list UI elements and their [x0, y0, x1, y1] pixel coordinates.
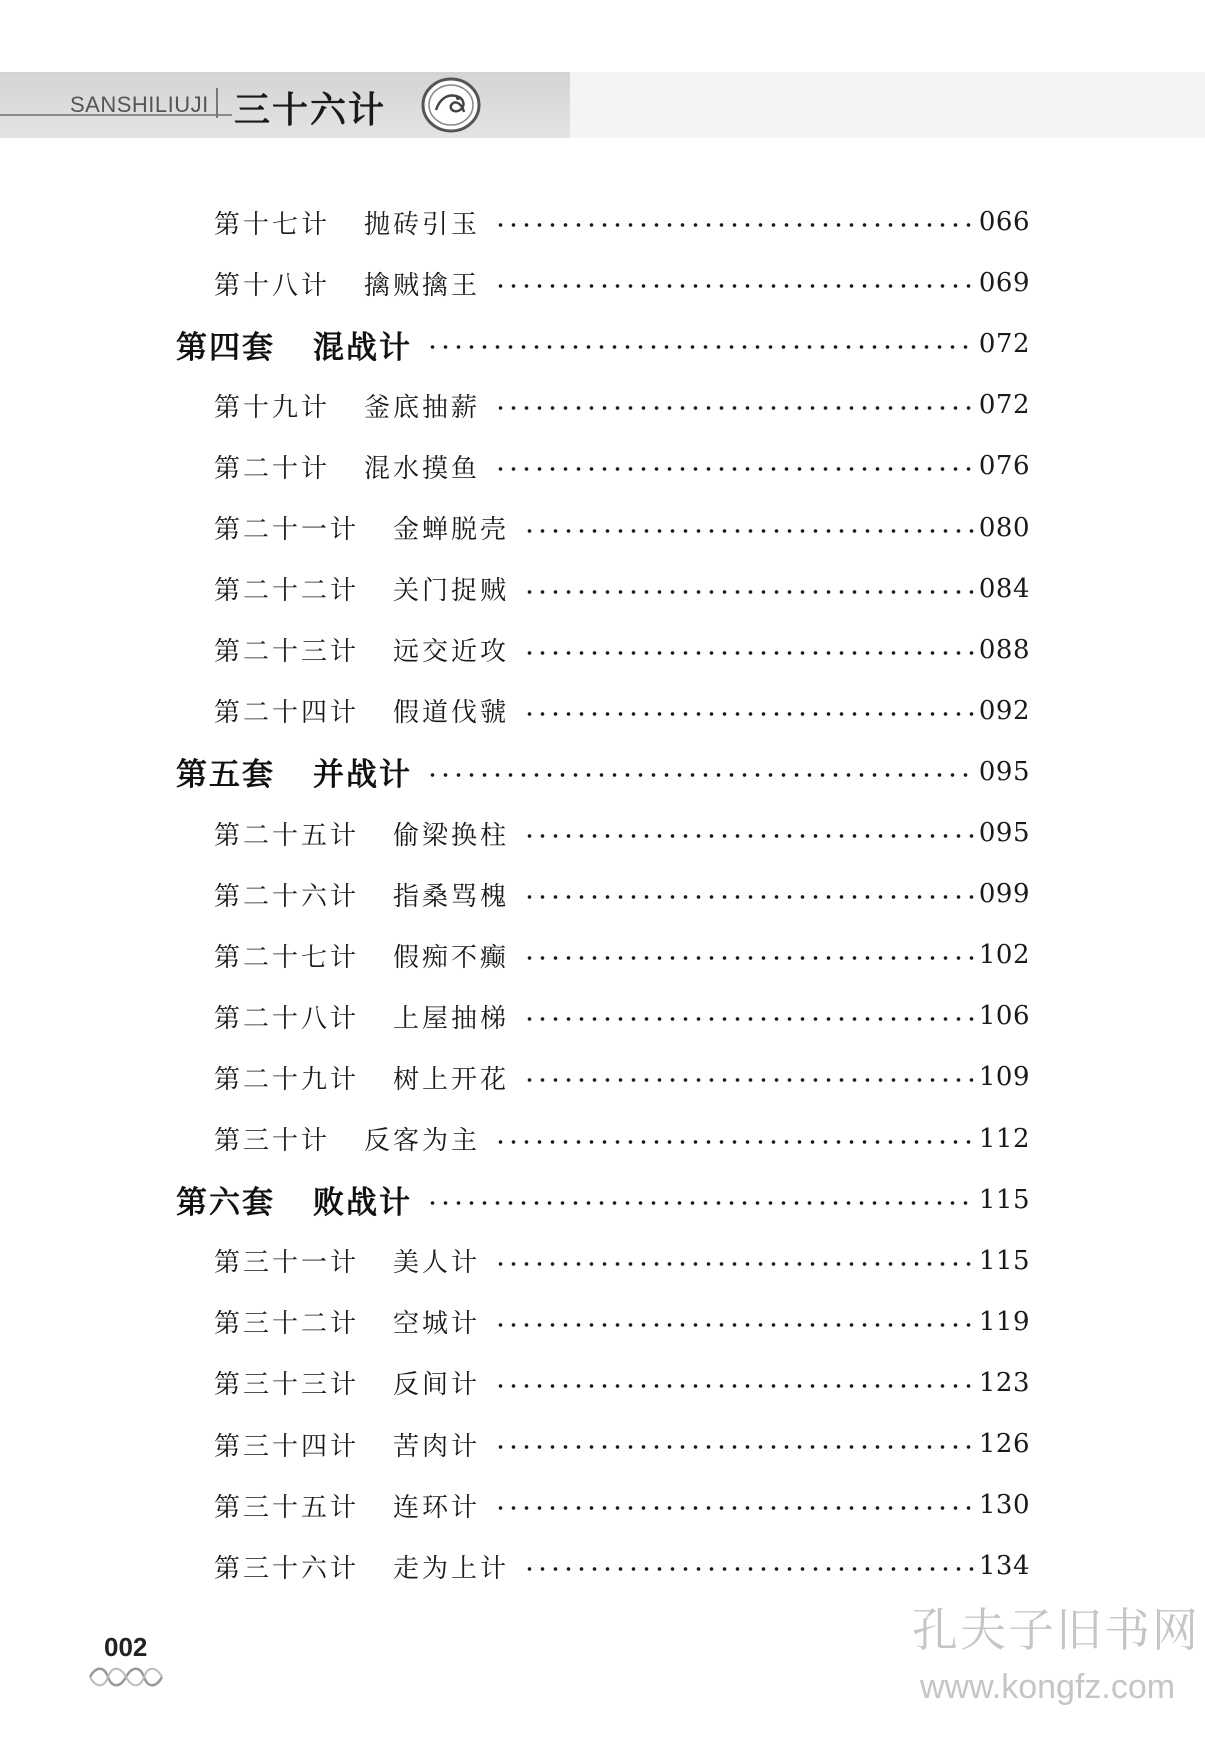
toc-entry-row — [0, 253, 1205, 313]
toc-dot-leader — [494, 1444, 975, 1450]
toc-label — [176, 322, 412, 367]
toc-page-number: 088 — [978, 634, 1030, 665]
toc-page-number: 102 — [978, 940, 1030, 971]
toc-dot-leader — [523, 833, 975, 839]
toc-entry-row — [0, 1109, 1205, 1169]
toc-stratagem-name: 指桑骂槐 — [393, 881, 510, 912]
toc-stratagem-number: 第二十三计 — [214, 637, 360, 668]
toc-dot-leader — [523, 589, 975, 595]
toc-stratagem-number: 第二十七计 — [214, 942, 360, 973]
toc-stratagem-number: 第二十九计 — [214, 1064, 360, 1095]
toc-label — [214, 265, 480, 302]
toc-page-number: 084 — [978, 573, 1030, 604]
toc-label — [214, 448, 480, 485]
toc-page-number: 134 — [978, 1551, 1030, 1582]
toc-stratagem-name: 空城计 — [393, 1309, 481, 1340]
toc-entry-row — [0, 559, 1205, 619]
toc-stratagem-name: 远交近攻 — [393, 637, 510, 668]
toc-page-number: 095 — [978, 818, 1030, 848]
toc-entry-row — [0, 375, 1205, 435]
toc-part-row — [0, 742, 1205, 802]
toc-entry-row — [0, 864, 1205, 924]
header-latin-title: SANSHILIUJI — [70, 92, 209, 117]
toc-dot-leader — [523, 1077, 975, 1083]
toc-dot-leader — [523, 955, 975, 961]
toc-dot-leader — [523, 1566, 975, 1572]
toc-entry-row — [0, 192, 1205, 252]
toc-dot-leader — [523, 894, 975, 900]
toc-stratagem-name: 金蝉脱壳 — [393, 515, 510, 545]
toc-stratagem-name: 连环计 — [393, 1492, 481, 1523]
toc-label — [214, 1548, 509, 1585]
toc-part-number: 第五套 — [176, 757, 275, 794]
toc-stratagem-name: 树上开花 — [393, 1064, 510, 1095]
toc-entry-row — [0, 1414, 1205, 1474]
toc-page-number: 106 — [978, 1001, 1030, 1032]
toc-page-number: 076 — [978, 451, 1030, 482]
toc-label — [214, 692, 509, 729]
toc-label — [214, 1426, 480, 1463]
toc-stratagem-number: 第十七计 — [214, 209, 331, 240]
toc-stratagem-number: 第二十八计 — [214, 1003, 360, 1034]
toc-dot-leader — [494, 1139, 975, 1145]
toc-part-name: 败战计 — [313, 1185, 412, 1222]
toc-entry-row — [0, 1536, 1205, 1596]
toc-entry-row — [0, 1475, 1205, 1535]
toc-entry-row — [0, 986, 1205, 1046]
watermark-url: www.kongfz.com — [920, 1668, 1176, 1706]
toc-label — [214, 1303, 480, 1340]
toc-entry-row — [0, 620, 1205, 680]
toc-label — [176, 749, 412, 794]
toc-stratagem-name: 美人计 — [393, 1248, 481, 1279]
toc-stratagem-name: 苦肉计 — [393, 1431, 481, 1462]
toc-page-number: 109 — [978, 1062, 1030, 1093]
toc-dot-leader — [426, 1200, 975, 1206]
watermark-text: 孔夫子旧书网 — [912, 1603, 1200, 1657]
toc-part-number: 第六套 — [176, 1185, 275, 1222]
toc-label — [214, 1059, 509, 1096]
toc-part-name: 并战计 — [313, 757, 412, 794]
toc-dot-leader — [426, 772, 975, 778]
dragon-seal-icon — [420, 76, 482, 134]
toc-stratagem-number: 第三十一计 — [214, 1248, 360, 1279]
toc-label — [214, 1120, 480, 1157]
toc-dot-leader — [523, 711, 975, 717]
toc-part-row — [0, 314, 1205, 374]
toc-label — [214, 937, 509, 974]
toc-stratagem-number: 第三十六计 — [214, 1553, 360, 1584]
toc-dot-leader — [523, 528, 975, 534]
header-light-band — [570, 72, 1205, 138]
toc-stratagem-name: 混水摸鱼 — [364, 453, 481, 484]
toc-part-number: 第四套 — [176, 329, 275, 366]
toc-entry-row — [0, 803, 1205, 863]
ornament-icon — [86, 1664, 166, 1690]
toc-stratagem-name: 反客为主 — [364, 1126, 481, 1156]
toc-page-number: 099 — [978, 879, 1030, 910]
toc-stratagem-name: 抛砖引玉 — [364, 209, 481, 240]
toc-page-number: 080 — [978, 512, 1030, 543]
toc-label — [214, 204, 480, 241]
toc-entry-row — [0, 1047, 1205, 1107]
toc-dot-leader — [494, 1261, 975, 1267]
toc-stratagem-name: 偷梁换柱 — [393, 820, 510, 851]
toc-label — [214, 815, 509, 852]
toc-dot-leader — [523, 1016, 975, 1022]
toc-stratagem-number: 第三十三计 — [214, 1370, 360, 1401]
toc-stratagem-number: 第十九计 — [214, 392, 331, 423]
toc-stratagem-name: 釜底抽薪 — [364, 392, 481, 423]
toc-stratagem-number: 第二十二计 — [214, 576, 360, 607]
toc-page-number: 123 — [978, 1367, 1030, 1398]
toc-dot-leader — [494, 1383, 975, 1389]
toc-entry-row — [0, 1353, 1205, 1413]
toc-page-number: 069 — [978, 268, 1030, 299]
toc-page-number: 092 — [978, 695, 1030, 726]
toc-entry-row — [0, 925, 1205, 985]
toc-label — [214, 1242, 480, 1279]
toc-entry-row — [0, 1231, 1205, 1291]
toc-page-number: 119 — [978, 1306, 1030, 1337]
toc-entry-row — [0, 681, 1205, 741]
toc-dot-leader — [426, 344, 975, 350]
toc-stratagem-number: 第二十一计 — [214, 515, 360, 545]
toc-label — [214, 631, 509, 668]
toc-stratagem-name: 假道伐虢 — [393, 698, 510, 729]
toc-page-number: 112 — [978, 1123, 1030, 1154]
toc-stratagem-number: 第二十六计 — [214, 881, 360, 912]
toc-entry-row — [0, 1292, 1205, 1352]
page-number: 002 — [104, 1632, 148, 1662]
toc-label — [214, 509, 509, 546]
toc-label — [214, 570, 509, 607]
toc-page-number: 072 — [978, 329, 1030, 360]
toc-page-number: 130 — [978, 1490, 1030, 1521]
toc-page-number: 095 — [978, 756, 1030, 787]
toc-dot-leader — [494, 405, 975, 411]
toc-dot-leader — [494, 466, 975, 472]
toc-stratagem-name: 走为上计 — [393, 1553, 510, 1584]
toc-label — [214, 1487, 480, 1524]
toc-page-number: 115 — [978, 1245, 1030, 1276]
toc-stratagem-number: 第三十二计 — [214, 1309, 360, 1340]
toc-page-number: 066 — [978, 207, 1030, 237]
toc-stratagem-number: 第十八计 — [214, 270, 331, 301]
toc-label — [214, 998, 509, 1035]
toc-page-number: 126 — [978, 1429, 1030, 1459]
toc-stratagem-number: 第三十四计 — [214, 1431, 360, 1462]
toc-page-number: 115 — [978, 1184, 1030, 1215]
header-separator — [216, 88, 218, 118]
toc-page-number: 072 — [978, 390, 1030, 421]
toc-part-name: 混战计 — [313, 329, 412, 366]
toc-label — [176, 1177, 412, 1222]
toc-part-row — [0, 1170, 1205, 1230]
toc-stratagem-number: 第三十五计 — [214, 1492, 360, 1523]
running-header — [0, 72, 1205, 138]
toc-label — [214, 1364, 480, 1401]
toc-dot-leader — [494, 222, 975, 228]
toc-label — [214, 387, 480, 424]
toc-entry-row — [0, 498, 1205, 558]
toc-stratagem-name: 反间计 — [393, 1370, 481, 1401]
toc-dot-leader — [494, 283, 975, 289]
toc-dot-leader — [494, 1322, 975, 1328]
toc-stratagem-number: 第二十五计 — [214, 820, 360, 851]
toc-stratagem-number: 第二十四计 — [214, 698, 360, 729]
header-title: 三十六计 — [234, 90, 387, 131]
toc-stratagem-name: 上屋抽梯 — [393, 1003, 510, 1034]
toc-stratagem-name: 擒贼擒王 — [364, 270, 481, 301]
toc-label — [214, 876, 509, 913]
toc-stratagem-name: 假痴不癫 — [393, 942, 510, 973]
toc-dot-leader — [523, 650, 975, 656]
toc-stratagem-number: 第三十计 — [214, 1126, 331, 1156]
toc-stratagem-number: 第二十计 — [214, 453, 331, 484]
toc-dot-leader — [494, 1505, 975, 1511]
toc-entry-row — [0, 436, 1205, 496]
toc-stratagem-name: 关门捉贼 — [393, 576, 510, 607]
